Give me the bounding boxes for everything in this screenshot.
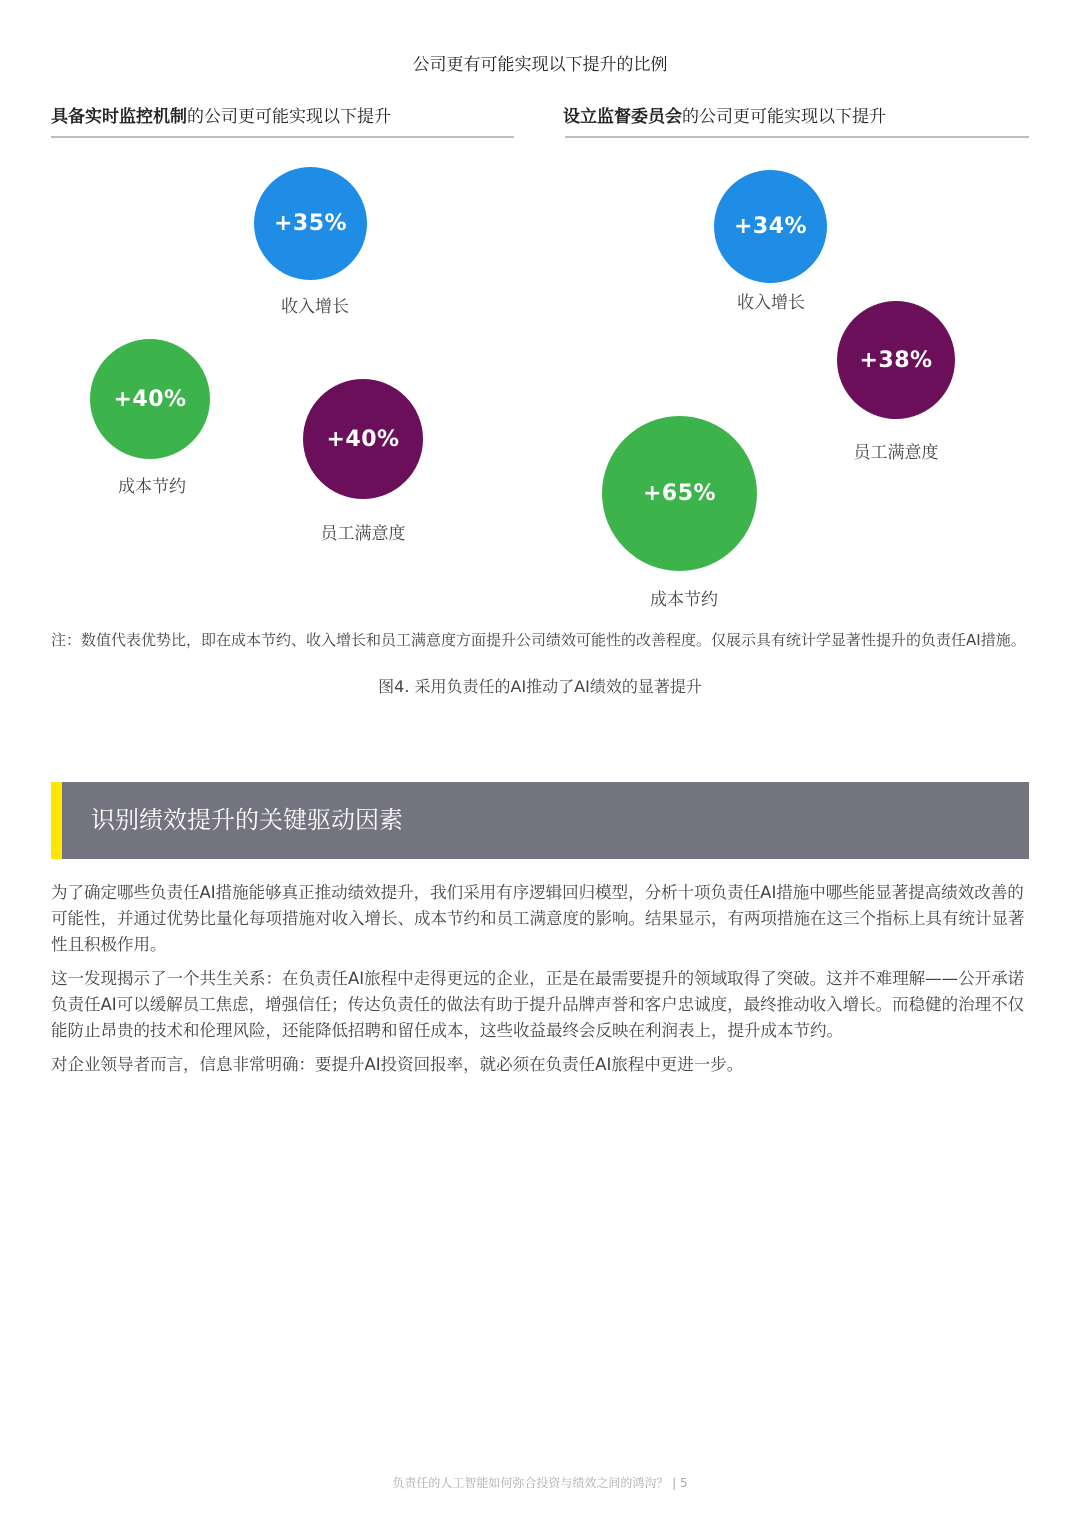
figure-caption: 图4. 采用负责任的AI推动了AI绩效的显著提升 [378,677,702,696]
bubble-revenue-right: +34% [714,170,827,283]
left-panel-title-rest: 的公司更可能实现以下提升 [187,107,391,127]
label-revenue-left: 收入增长 [281,297,349,317]
section-title: 识别绩效提升的关键驱动因素 [91,806,403,834]
bubble-revenue-left: +35% [254,167,367,280]
bubble-satisfaction-left: +40% [303,379,423,499]
section-banner [51,782,1029,859]
left-panel-divider [51,136,514,138]
label-satisfaction-left: 员工满意度 [320,524,406,544]
label-cost-right: 成本节约 [650,590,718,610]
paragraph-1: 为了确定哪些负责任AI措施能够真正推动绩效提升，我们采用有序逻辑回归模型，分析十项负责任AI措施中哪些能显著提高绩效改善的可能性，并通过优势比量化每项措施对收入增长、成本节约和员工满意度的影响。结果显示，有两项措施在这三个指标上具有统计显著性且积极作用。 [51,883,1025,954]
paragraph-2: 这一发现揭示了一个共生关系：在负责任AI旅程中走得更远的企业，正是在最需要提升的领域取得了突破。这并不难理解——公开承诺负责任AI可以缓解员工焦虑，增强信任；传达负责任的做法有助于提升品牌声誉和客户忠诚度，最终推动收入增长。而稳健的治理不仅能防止昂贵的技术和伦理风险，还能降低招聘和留任成本，这些收益最终会反映在利润表上，提升成本节约。 [51,969,1025,1040]
bubble-cost-left: +40% [90,339,210,459]
label-revenue-right: 收入增长 [737,293,805,313]
right-panel-title [563,102,886,127]
chart-note: 注：数值代表优势比，即在成本节约、收入增长和员工满意度方面提升公司绩效可能性的改善程度。仅展示具有统计学显著性提升的负责任AI措施。 [51,631,1026,649]
banner-accent-bar [51,782,62,859]
page-title: 公司更有可能实现以下提升的比例 [412,55,668,75]
body-text [51,880,1031,1086]
paragraph-3: 对企业领导者而言，信息非常明确：要提升AI投资回报率，就必须在负责任AI旅程中更进一步。 [51,1055,744,1074]
right-panel-divider [565,136,1029,138]
bubble-cost-right: +65% [602,416,757,571]
bubble-satisfaction-right: +38% [837,301,955,419]
page-footer: 负责任的人工智能如何弥合投资与绩效之间的鸿沟？ | 5 [392,1476,688,1490]
label-satisfaction-right: 员工满意度 [853,443,939,463]
label-cost-left: 成本节约 [118,477,186,497]
left-panel-title [51,102,391,127]
left-panel-title-bold: 具备实时监控机制 [51,107,187,127]
right-panel-title-rest: 的公司更可能实现以下提升 [682,107,886,127]
right-panel-title-bold: 设立监督委员会 [563,107,682,127]
